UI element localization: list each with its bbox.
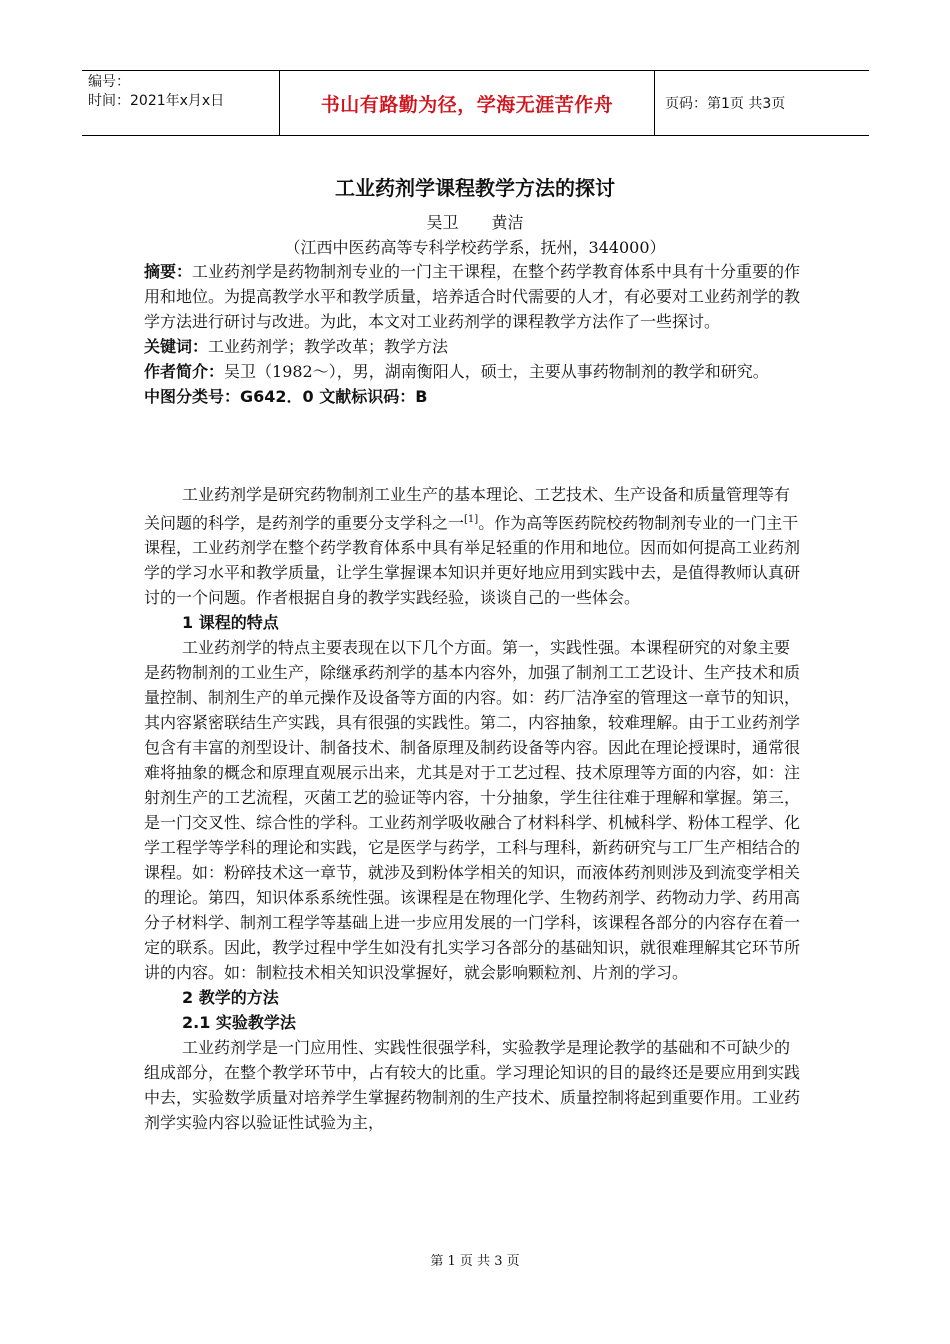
keywords-text: 工业药剂学；教学改革；教学方法 [208,337,449,356]
section-2-1-heading: 2.1 实验教学法 [182,1013,296,1033]
time-label: 时间：2021年x月x日 [88,93,225,109]
classification-text: 中图分类号：G642．0 文献标识码：B [144,387,428,406]
body-block [144,482,804,1135]
section-2-1-body: 工业药剂学是一门应用性、实践性很强学科，实验教学是理论教学的基础和不可缺少的组成部分，在整个教学环节中，占有较大的比重。学习理论知识的目的最终还是要应用到实践中去，实验数学质量对培养学生掌握药物制剂的生产技术、质量控制将起到重要作用。工业药剂学实验内容以验证性试验为主， [144,1038,801,1133]
citation-ref: [1] [464,514,479,525]
abstract-label: 摘要： [144,262,193,281]
section-1-body: 工业药剂学的特点主要表现在以下几个方面。第一，实践性强。本课程研究的对象主要是药物制剂的工业生产，除继承药剂学的基本内容外，加强了制剂工工艺设计、生产技术和质量控制、制剂生产的单元操作及设备等方面的内容。如：药厂洁净室的管理这一章节的知识，其内容紧密联结生产实践，具有很强的实践性。第二，内容抽象，较难理解。由于工业药剂学包含有丰富的剂型设计、制备技术、制备原理及制药设备等内容。因此在理论授课时，通常很难将抽象的概念和原理直观展示出来，尤其是对于工艺过程、技术原理等方面的内容，如：注射剂生产的工艺流程，灭菌工艺的验证等内容，十分抽象，学生往往难于理解和掌握。第三，是一门交叉性、综合性的学科。工业药剂学吸收融合了材料科学、机械科学、粉体工程学、化学工程学等学科的理论和实践，它是医学与药学，工科与理科，新药研究与工厂生产相结合的课程。如：粉碎技术这一章节，就涉及到粉体学相关的知识，而液体药剂则涉及到流变学相关的理论。第四，知识体系系统性强。该课程是在物理化学、生物药剂学、药物动力学、药用高分子材料学、制剂工程学等基础上进一步应用发展的一门学科，该课程各部分的内容存在着一定的联系。因此，教学过程中学生如没有扎实学习各部分的基础知识，就很难理解其它环节所讲的内容。如：制粒技术相关知识没掌握好，就会影响颗粒剂、片剂的学习。 [144,638,801,983]
section-1-heading: 1 课程的特点 [182,613,279,633]
number-label: 编号： [88,74,130,90]
keywords [144,334,804,359]
header-table [82,70,869,136]
header-meta [82,71,280,135]
intro-paragraph [144,482,804,610]
abstract-block [144,259,804,409]
author-2: 黄洁 [491,213,524,232]
author-1: 吴卫 [426,213,459,232]
article-title: 工业药剂学课程教学方法的探讨 [335,176,615,200]
abstract [144,259,804,334]
bio-text: 吴卫（1982～），男，湖南衡阳人，硕士，主要从事药物制剂的教学和研究。 [224,362,769,381]
affiliation: （江西中医药高等专科学校药学系，抚州，344000） [284,238,666,257]
author-bio [144,359,804,384]
intro-text-1: 工业药剂学是研究药物制剂工业生产的基本理论、工艺技术、生产设备和质量管理等有关问题的科学，是药剂学的重要分支学科之一 [144,485,791,533]
classification [144,384,804,409]
abstract-text: 工业药剂学是药物制剂专业的一门主干课程，在整个药学教育体系中具有十分重要的作用和地位。为提高教学水平和教学质量，培养适合时代需要的人才，有必要对工业药剂学的教学方法进行研讨与改进。为此，本文对工业药剂学的课程教学方法作了一些探讨。 [144,262,801,331]
page-footer: 第 1 页 共 3 页 [430,1254,520,1269]
bio-label: 作者简介： [144,362,225,381]
section-2-heading: 2 教学的方法 [182,988,279,1008]
header-motto: 书山有路勤为径，学海无涯苦作舟 [280,71,655,135]
intro-text-2: 。作为高等医药院校药物制剂专业的一门主干课程，工业药剂学在整个药学教育体系中具有举足轻重的作用和地位。因而如何提高工业药剂学的学习水平和教学质量，让学生掌握课本知识并更好地应用到实践中去，是值得教师认真研讨的一个问题。作者根据自身的教学实践经验，谈谈自己的一些体会。 [144,513,801,608]
header-page-info: 页码：第1页 共3页 [665,96,786,112]
authors [0,210,950,233]
keywords-label: 关键词： [144,337,209,356]
